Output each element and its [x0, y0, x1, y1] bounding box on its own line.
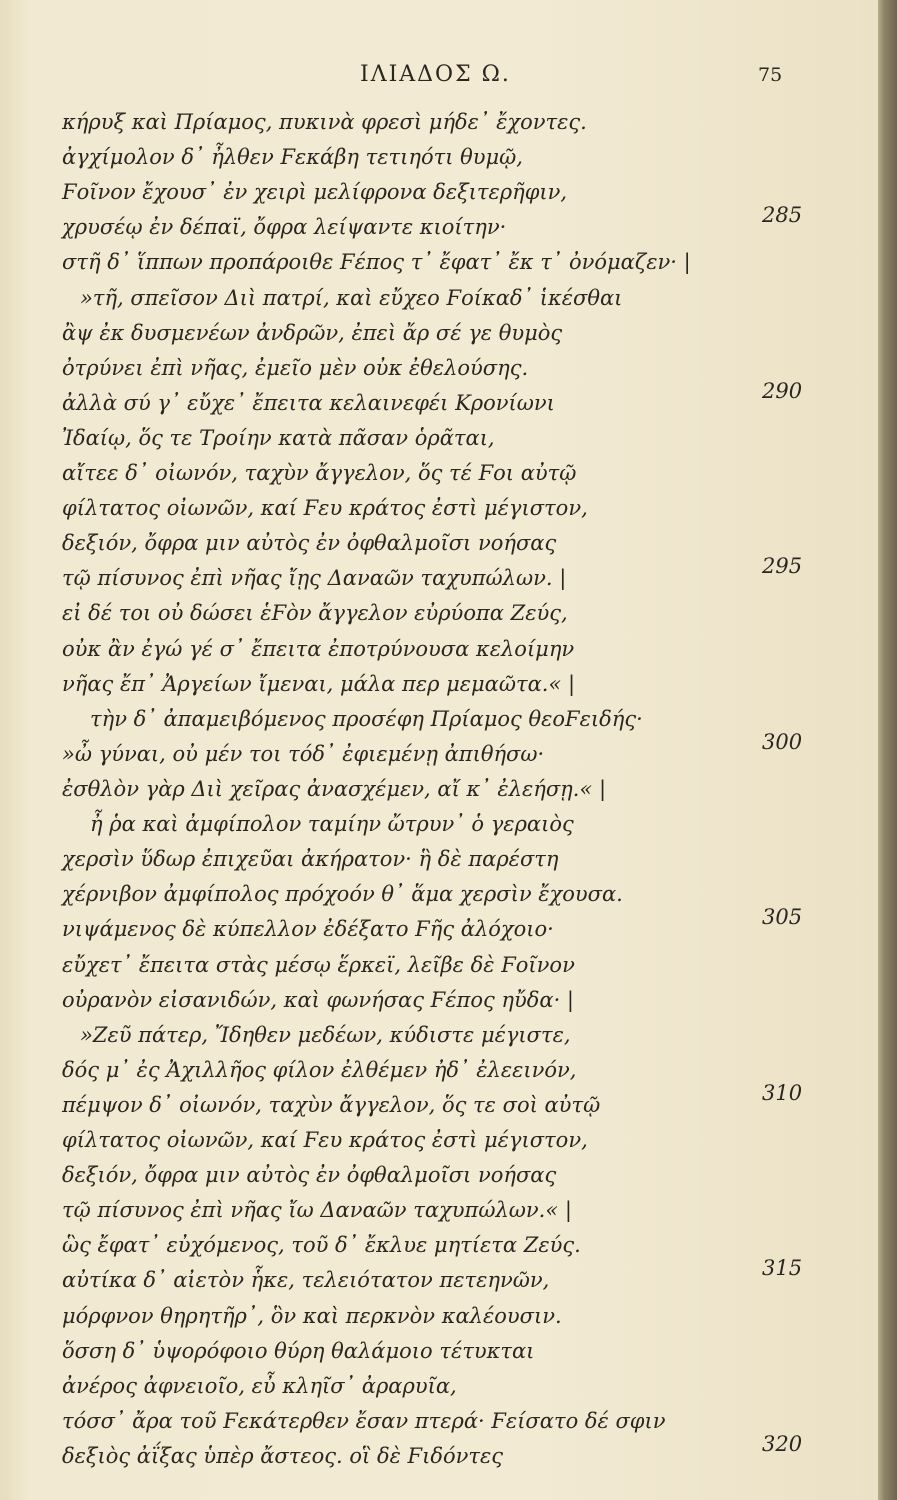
- verse-line: οὐρανὸν εἰσανιδών, καὶ φωνήσας Ϝέπος ηὔδα· |: [62, 988, 574, 1012]
- verse-line: τῷ πίσυνος ἐπὶ νῆας ἴω Δαναῶν ταχυπώλων.« |: [62, 1198, 572, 1222]
- line-number: 305: [762, 905, 803, 929]
- verse-line: ὀτρύνει ἐπὶ νῆας, ἐμεῖο μὲν οὐκ ἐθελούσης.: [62, 356, 529, 380]
- verse-line: »ὦ γύναι, οὐ μέν τοι τόδ᾿ ἐφιεμένῃ ἀπιθήσω·: [62, 742, 545, 766]
- verse-line: αἴτεε δ᾿ οἰωνόν, ταχὺν ἄγγελον, ὅς τέ Ϝοι αὐτῷ: [62, 461, 577, 485]
- page-edge: [878, 0, 897, 1500]
- verse-line: »τῆ, σπεῖσον Διὶ πατρί, καὶ εὔχεο Ϝοίκαδ᾿ ἱκέσθαι: [80, 286, 623, 310]
- verse-line: οὐκ ἂν ἐγώ γέ σ᾿ ἔπειτα ἐποτρύνουσα κελοίμην: [62, 637, 575, 661]
- line-number: 315: [762, 1256, 803, 1280]
- verse-line: κήρυξ καὶ Πρίαμος, πυκινὰ φρεσὶ μήδε᾿ ἔχοντες.: [62, 110, 587, 134]
- verse-line: ὅσση δ᾿ ὑψορόφοιο θύρη θαλάμοιο τέτυκται: [62, 1339, 535, 1363]
- verse-line: μόρφνον θηρητῆρ᾿, ὃν καὶ περκνὸν καλέουσιν.: [62, 1304, 562, 1328]
- verse-line: φίλτατος οἰωνῶν, καί Ϝευ κράτος ἐστὶ μέγιστον,: [62, 496, 588, 520]
- line-number: 310: [762, 1081, 803, 1105]
- verse-line: ὣς ἔφατ᾿ εὐχόμενος, τοῦ δ᾿ ἔκλυε μητίετα Ζεύς.: [62, 1233, 581, 1257]
- verse-line: πέμψον δ᾿ οἰωνόν, ταχὺν ἄγγελον, ὅς τε σοὶ αὐτῷ: [62, 1093, 601, 1117]
- verse-line: τόσσ᾿ ἄρα τοῦ Ϝεκάτερθεν ἔσαν πτερά· Ϝείσατο δέ σφιν: [62, 1409, 666, 1433]
- verse-line: νιψάμενος δὲ κύπελλον ἐδέξατο Ϝῆς ἀλόχοιο·: [62, 917, 554, 941]
- verse-line: εὔχετ᾿ ἔπειτα στὰς μέσῳ ἕρκεϊ, λεῖβε δὲ Ϝοῖνον: [62, 953, 575, 977]
- verse-line: στῆ δ᾿ ἵππων προπάροιθε Ϝέπος τ᾿ ἔφατ᾿ ἔκ τ᾿ ὀνόμαζεν· |: [62, 250, 691, 274]
- line-number: 320: [762, 1432, 803, 1456]
- line-number: 300: [762, 730, 803, 754]
- verse-line: χρυσέῳ ἐν δέπαϊ, ὄφρα λείψαντε κιοίτην·: [62, 215, 507, 239]
- line-number: 290: [762, 379, 803, 403]
- verse-line: Ϝοῖνον ἔχουσ᾿ ἐν χειρὶ μελίφρονα δεξιτερῆφιν,: [62, 180, 568, 204]
- line-number: 285: [762, 203, 803, 227]
- page-number: 75: [758, 64, 783, 86]
- verse-line: δεξιόν, ὄφρα μιν αὐτὸς ἐν ὀφθαλμοῖσι νοήσας: [62, 531, 557, 555]
- verse-line: νῆας ἔπ᾿ Ἀργείων ἴμεναι, μάλα περ μεμαῶτα.« |: [62, 672, 576, 696]
- verse-line: δεξιόν, ὄφρα μιν αὐτὸς ἐν ὀφθαλμοῖσι νοήσας: [62, 1163, 557, 1187]
- verse-line: χερσὶν ὕδωρ ἐπιχεῦαι ἀκήρατον· ἣ δὲ παρέστη: [62, 847, 559, 871]
- verse-line: ἦ ῥα καὶ ἀμφίπολον ταμίην ὤτρυν᾿ ὁ γεραιὸς: [90, 812, 574, 836]
- verse-line: δεξιὸς ἀΐξας ὑπὲρ ἄστεος. οἳ δὲ Ϝιδόντες: [62, 1444, 504, 1468]
- verse-line: ἂψ ἐκ δυσμενέων ἀνδρῶν, ἐπεὶ ἄρ σέ γε θυμὸς: [62, 321, 563, 345]
- verse-line: Ἰδαίῳ, ὅς τε Τροίην κατὰ πᾶσαν ὁρᾶται,: [62, 426, 495, 450]
- verse-line: ἐσθλὸν γὰρ Διὶ χεῖρας ἀνασχέμεν, αἴ κ᾿ ἐλεήσῃ.« |: [62, 777, 607, 801]
- verse-line: »Ζεῦ πάτερ, Ἴδηθεν μεδέων, κύδιστε μέγιστε,: [80, 1023, 571, 1047]
- running-head: ΙΛΙΑΔΟΣ Ω.: [360, 62, 511, 87]
- line-number: 295: [762, 554, 803, 578]
- verse-line: ἀνέρος ἀφνειοῖο, εὖ κληῖσ᾿ ἀραρυῖα,: [62, 1374, 457, 1398]
- verse-line: αὐτίκα δ᾿ αἰετὸν ἧκε, τελειότατον πετεηνῶν,: [62, 1268, 550, 1292]
- verse-line: ἀγχίμολον δ᾿ ἦλθεν Ϝεκάβη τετιηότι θυμῷ,: [62, 145, 523, 169]
- verse-line: ἀλλὰ σύ γ᾿ εὔχε᾿ ἔπειτα κελαινεφέι Κρονίωνι: [62, 391, 555, 415]
- verse-line: χέρνιβον ἀμφίπολος πρόχοόν θ᾿ ἅμα χερσὶν ἔχουσα.: [62, 882, 623, 906]
- verse-line: φίλτατος οἰωνῶν, καί Ϝευ κράτος ἐστὶ μέγιστον,: [62, 1128, 588, 1152]
- verse-line: δός μ᾿ ἐς Ἀχιλλῆος φίλον ἐλθέμεν ἠδ᾿ ἐλεεινόν,: [62, 1058, 577, 1082]
- verse-line: τὴν δ᾿ ἀπαμειβόμενος προσέφη Πρίαμος θεοϜειδής·: [90, 707, 643, 731]
- verse-line: εἰ δέ τοι οὐ δώσει ἑϜὸν ἄγγελον εὐρύοπα Ζεύς,: [62, 601, 568, 625]
- verse-line: τῷ πίσυνος ἐπὶ νῆας ἴῃς Δαναῶν ταχυπώλων. |: [62, 566, 567, 590]
